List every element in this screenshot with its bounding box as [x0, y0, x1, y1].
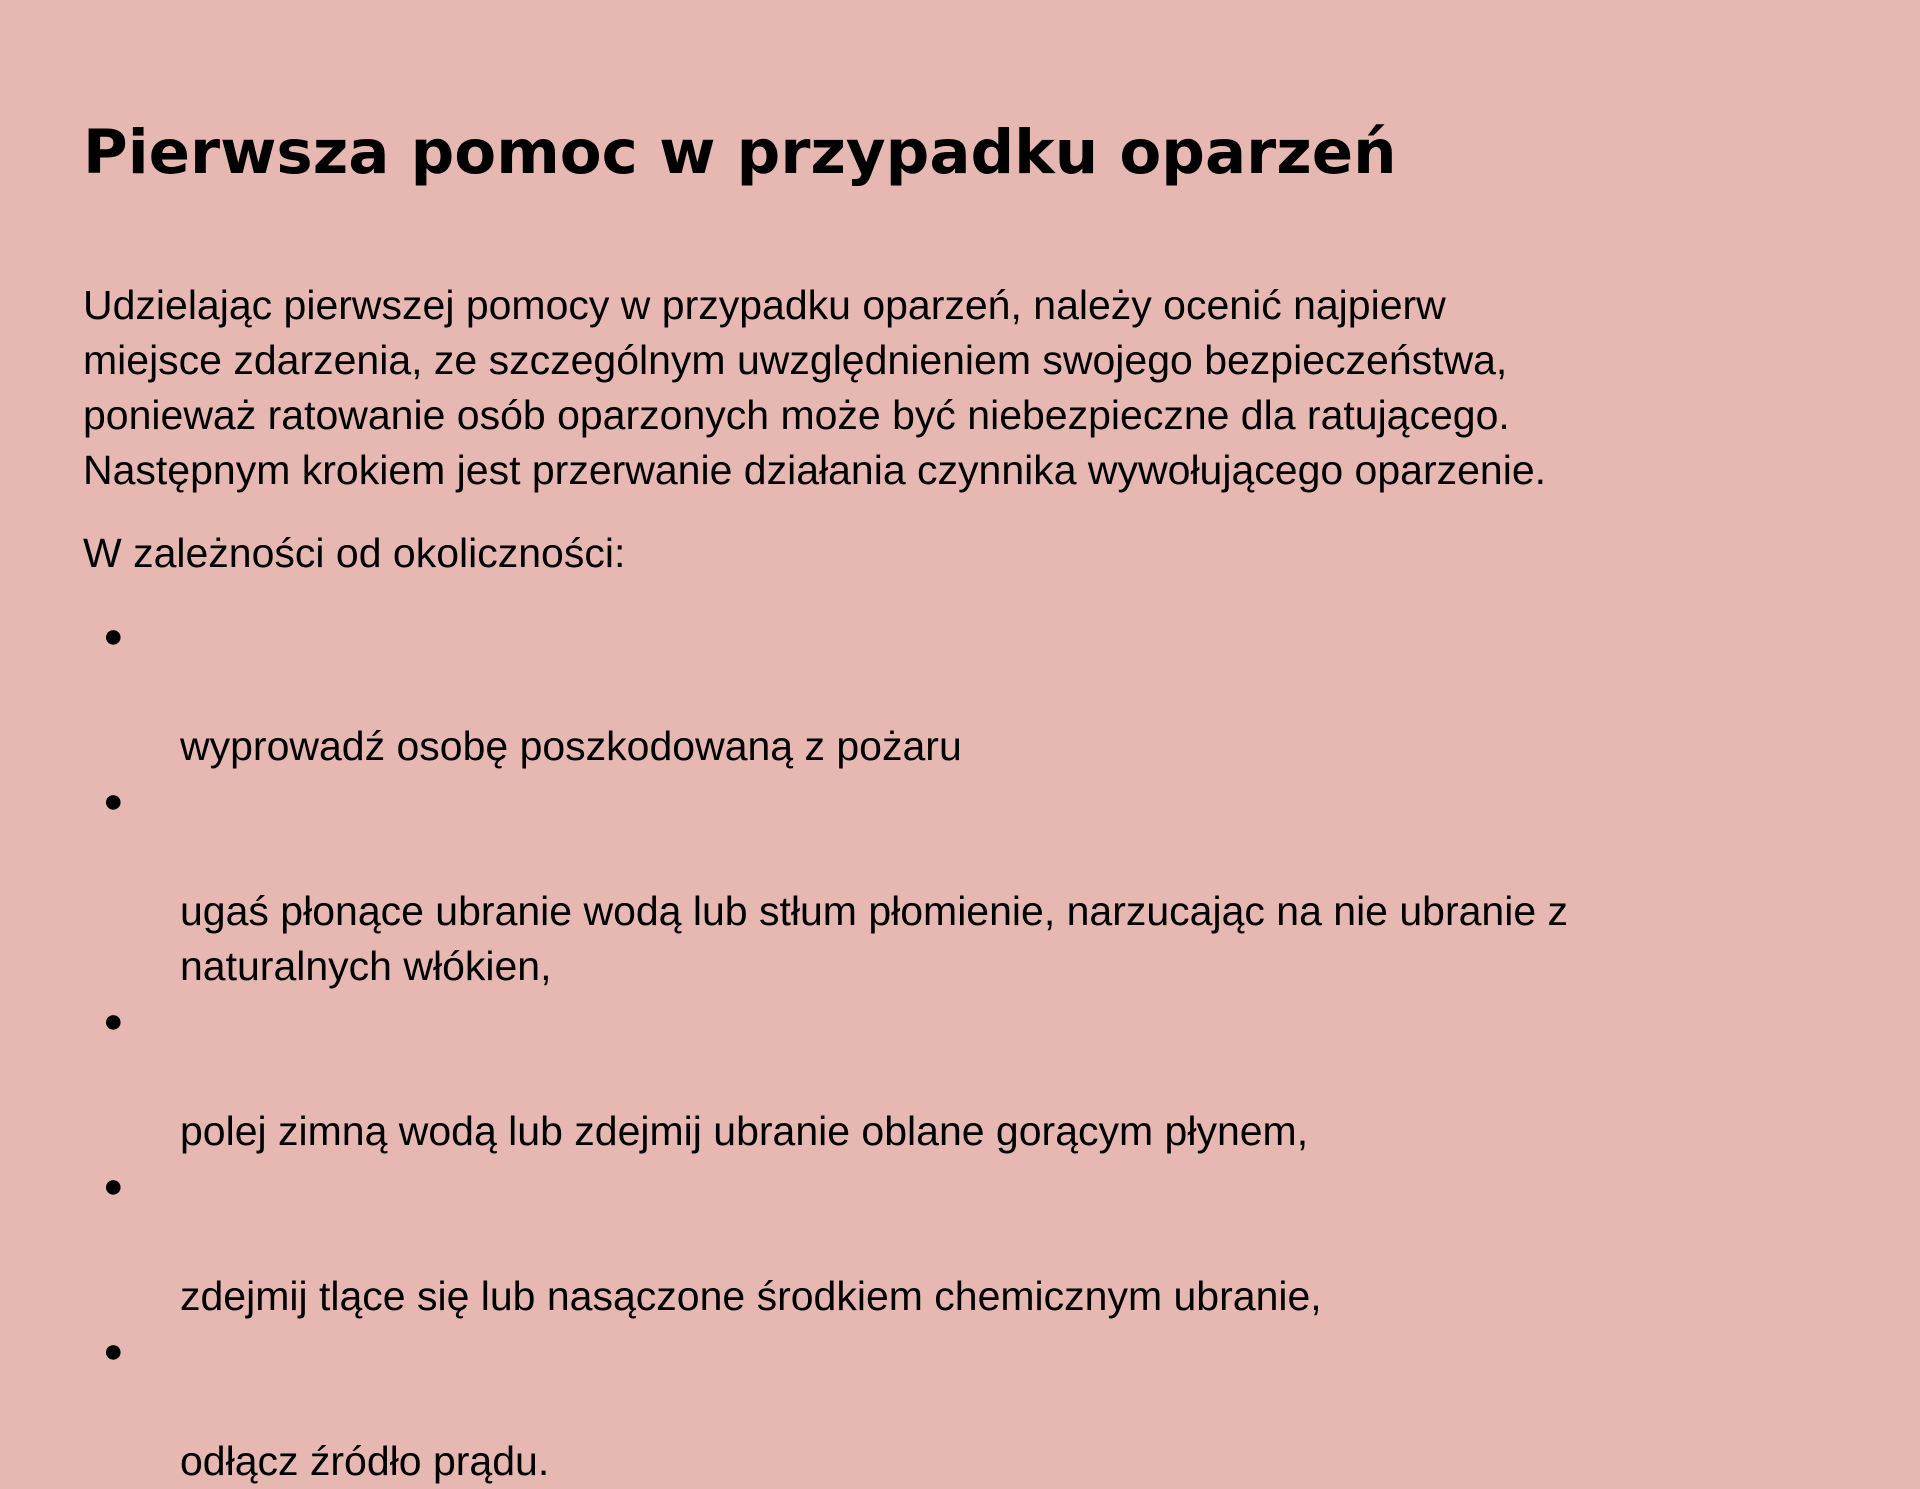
list-item-text: ugaś płonące ubranie wodą lub stłum płomienie, narzucając na nie ubranie z naturalnych włókien,	[180, 888, 1569, 989]
intro-text: W zależności od okoliczności:	[83, 530, 626, 576]
bullet-icon: ●	[103, 1332, 124, 1370]
list-item	[83, 994, 1837, 1159]
slide-body	[83, 278, 1837, 1489]
bullet-icon: ●	[103, 1167, 124, 1205]
list-item	[83, 609, 1837, 774]
bullet-icon: ●	[103, 782, 124, 820]
bullet-icon: ●	[103, 1002, 124, 1040]
list-item-text: wyprowadź osobę poszkodowaną z pożaru	[180, 723, 962, 769]
body-paragraph: Udzielając pierwszej pomocy w przypadku oparzeń, należy ocenić najpierw miejsce zdarzenia, ze szczególnym uwzględnieniem swojego bezpieczeństwa, ponieważ ratowanie osób oparzonych może być niebezpieczne dla ratującego. Następnym krokiem jest przerwanie działania czynnika wywołującego oparzenie.	[83, 282, 1547, 493]
bullet-list	[83, 609, 1837, 1489]
bullet-icon: ●	[103, 617, 124, 655]
slide-title: Pierwsza pomoc w przypadku oparzeń	[83, 117, 1397, 188]
list-item	[83, 1159, 1837, 1324]
list-item-text: odłącz źródło prądu.	[180, 1438, 550, 1484]
list-item-text: zdejmij tlące się lub nasączone środkiem chemicznym ubranie,	[180, 1273, 1322, 1319]
list-item-text: polej zimną wodą lub zdejmij ubranie oblane gorącym płynem,	[180, 1108, 1309, 1154]
list-item	[83, 1324, 1837, 1489]
list-item	[83, 774, 1837, 994]
